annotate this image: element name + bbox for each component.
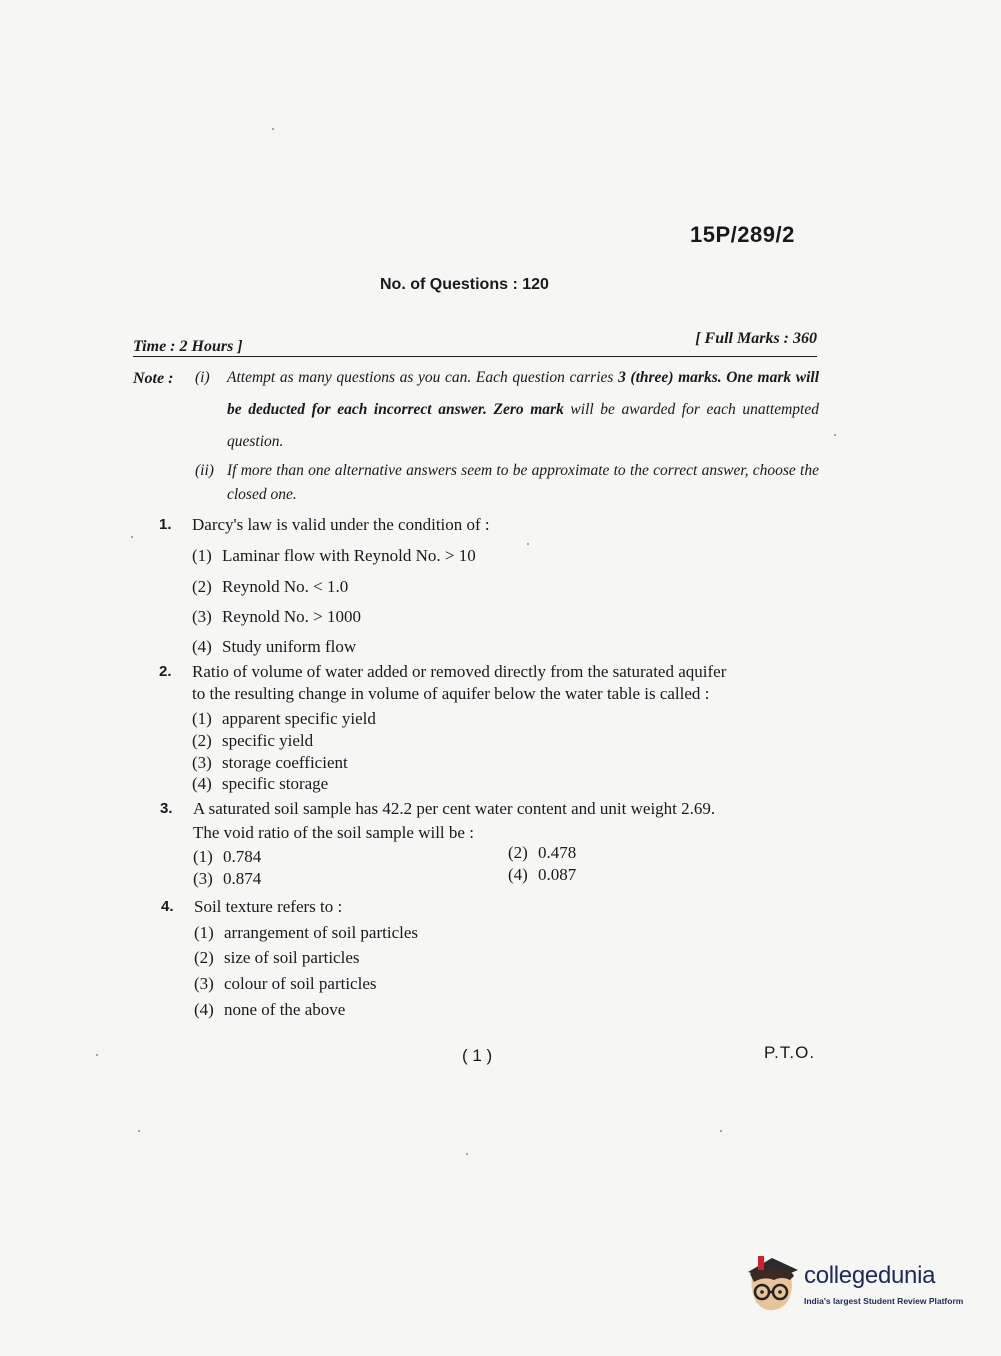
question-number: 4. — [161, 898, 174, 915]
num-questions: No. of Questions : 120 — [380, 276, 549, 293]
note-text: Attempt as many questions as you can. Each question carries — [227, 369, 619, 386]
option-text: 0.087 — [538, 865, 577, 884]
option-text: Reynold No. > 1000 — [222, 607, 361, 626]
option-number: (2) — [194, 948, 214, 967]
option-number: (1) — [193, 847, 213, 866]
question-4 — [161, 896, 343, 918]
option-number: (4) — [192, 774, 212, 793]
brand-tagline: India's largest Student Review Platform — [804, 1296, 964, 1306]
option-number: (1) — [194, 923, 214, 942]
option — [508, 842, 576, 864]
paper-code: 15P/289/2 — [690, 222, 795, 247]
pto-label: P.T.O. — [764, 1043, 816, 1062]
option — [192, 773, 328, 795]
question-text: Soil texture refers to : — [194, 897, 343, 916]
option-text: size of soil particles — [224, 948, 360, 967]
option-text: Laminar flow with Reynold No. > 10 — [222, 546, 476, 565]
option — [192, 606, 361, 628]
scan-speck — [720, 1130, 722, 1132]
question-text: to the resulting change in volume of aquifer below the water table is called : — [192, 684, 710, 703]
option-text: arrangement of soil particles — [224, 923, 419, 942]
option — [194, 922, 418, 944]
option-number: (2) — [192, 731, 212, 750]
scan-speck — [466, 1153, 468, 1155]
note-roman: (ii) — [195, 462, 214, 479]
option-number: (3) — [193, 869, 213, 888]
option — [194, 973, 377, 995]
mascot-face-icon — [742, 1250, 802, 1320]
page-number: ( 1 ) — [462, 1046, 493, 1065]
option — [194, 947, 360, 969]
option — [192, 730, 313, 752]
scan-speck — [527, 543, 529, 545]
option-text: storage coefficient — [222, 753, 348, 772]
note-roman: (i) — [195, 369, 210, 386]
option-text: 0.784 — [223, 847, 262, 866]
option — [192, 752, 348, 774]
option-number: (3) — [192, 607, 212, 626]
option-number: (3) — [192, 753, 212, 772]
brand-name: collegedunia — [804, 1262, 936, 1289]
option-text: Study uniform flow — [222, 637, 357, 656]
note-text: will be awarded for each unattempted question. — [227, 401, 819, 450]
scan-speck — [834, 434, 836, 436]
scan-speck — [96, 1054, 98, 1056]
time-label: Time : 2 Hours ] — [133, 338, 243, 355]
question-text: The void ratio of the soil sample will be : — [193, 823, 474, 842]
question-2 — [159, 661, 727, 683]
option-text: colour of soil particles — [224, 974, 377, 993]
option — [192, 576, 348, 598]
question-3 — [160, 798, 716, 820]
option-text: apparent specific yield — [222, 709, 376, 728]
option — [508, 864, 576, 886]
option-text: specific storage — [222, 774, 329, 793]
option — [193, 846, 261, 868]
option-number: (4) — [192, 637, 212, 656]
scan-speck — [138, 1130, 140, 1132]
option-text: Reynold No. < 1.0 — [222, 577, 349, 596]
option-number: (4) — [194, 1000, 214, 1019]
question-number: 2. — [159, 663, 172, 680]
option-number: (3) — [194, 974, 214, 993]
question-number: 3. — [160, 800, 173, 817]
option — [192, 636, 356, 658]
option-number: (2) — [508, 843, 528, 862]
note-item-2 — [195, 459, 819, 507]
option-number: (4) — [508, 865, 528, 884]
note-text-bold: 3 (three) marks. One mark will be deducted for each incorrect answer. Zero mark — [227, 369, 820, 418]
option-text: specific yield — [222, 731, 314, 750]
question-text: A saturated soil sample has 42.2 per cent water content and unit weight 2.69. — [193, 799, 716, 818]
question-3-line-2 — [193, 822, 474, 844]
question-text: Ratio of volume of water added or removed directly from the saturated aquifer — [192, 662, 727, 681]
option-number: (2) — [192, 577, 212, 596]
option-number: (1) — [192, 546, 212, 565]
note-item-1 — [195, 362, 820, 458]
option-text: none of the above — [224, 1000, 346, 1019]
question-number: 1. — [159, 516, 172, 533]
option — [194, 999, 345, 1021]
note-text: If more than one alternative answers seem to be approximate to the correct answer, choose the closed one. — [227, 462, 819, 503]
option-text: 0.478 — [538, 843, 577, 862]
option — [192, 545, 476, 567]
option — [192, 708, 376, 730]
question-text: Darcy's law is valid under the condition of : — [192, 515, 490, 534]
scan-speck — [272, 128, 274, 130]
question-1 — [159, 514, 490, 536]
note-label: Note : — [133, 370, 174, 387]
question-2-line-2 — [192, 683, 709, 705]
scan-speck — [131, 536, 133, 538]
option-number: (1) — [192, 709, 212, 728]
option-text: 0.874 — [223, 869, 262, 888]
collegedunia-watermark — [742, 1250, 972, 1320]
time-marks-row — [133, 330, 817, 357]
full-marks-label: [ Full Marks : 360 — [695, 330, 817, 347]
option — [193, 868, 261, 890]
